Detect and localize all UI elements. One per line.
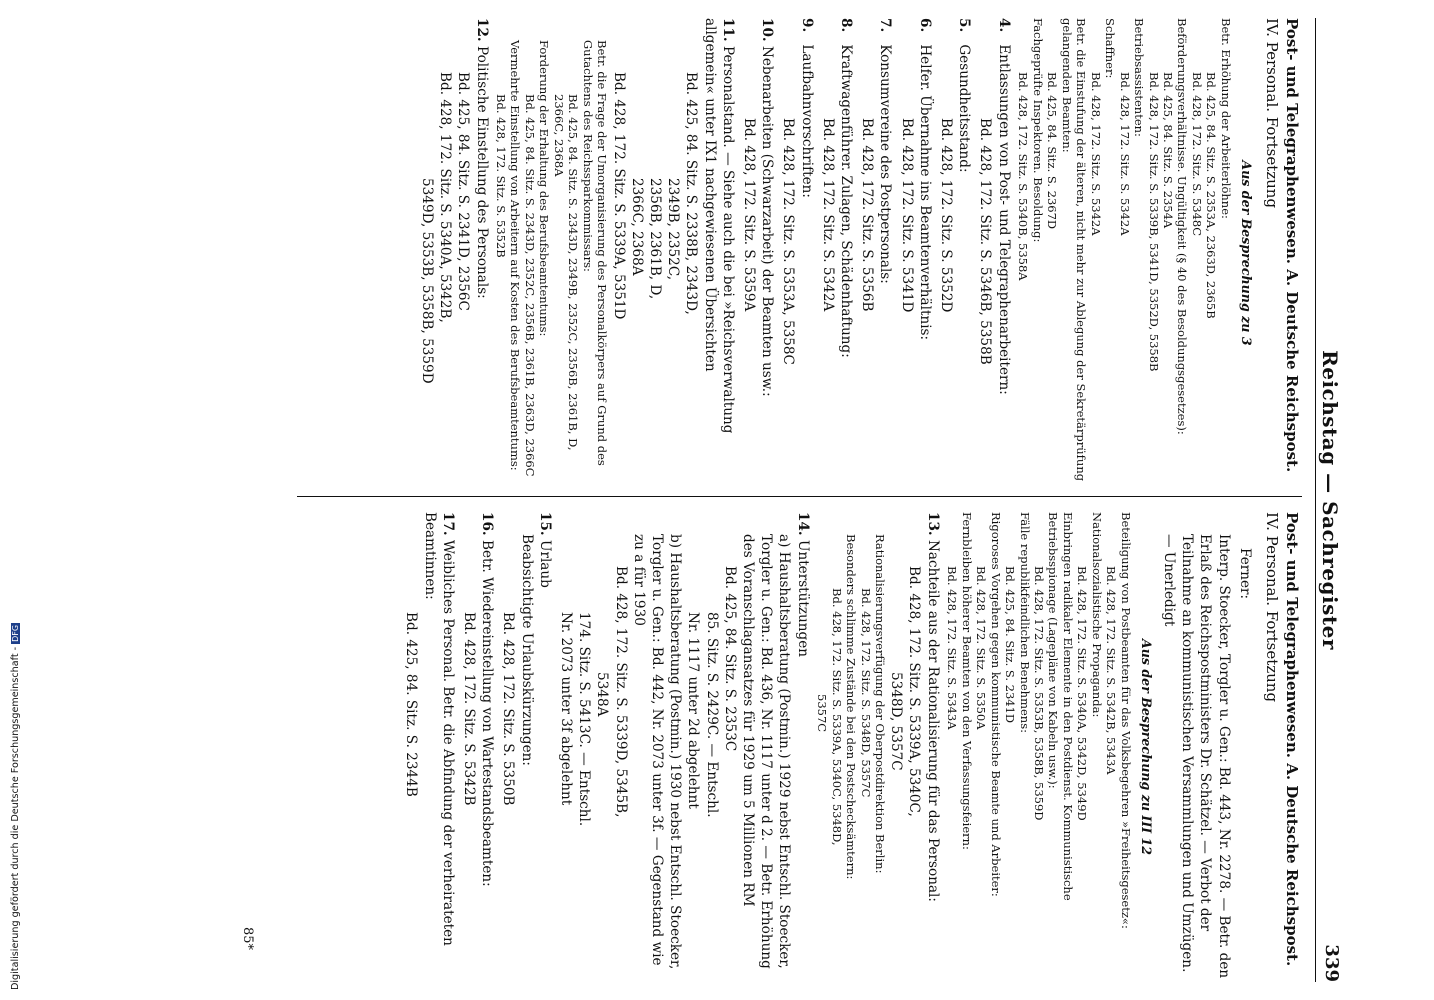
entry-number: 5. — [956, 18, 973, 33]
credit-text: Digitalisierung gefördert durch die Deutsche Forschungsgemeinschaft - — [10, 646, 21, 990]
note-line: Nationalsozialistische Propaganda: — [1089, 512, 1104, 718]
note-ref: Bd. 428, 172. Sitz. S. 5342B, 5343A — [1104, 566, 1119, 775]
entry-title: Unterstützungen — [794, 539, 811, 658]
entry-title: Gesundheitsstand: — [956, 44, 973, 173]
note-line: Schaffner: — [1103, 18, 1118, 79]
entry-number: 7. — [877, 18, 894, 33]
left-section-note: Aus der Besprechung zu 3 — [1238, 160, 1254, 346]
note-ref: Bd. 428, 172. Sitz. S. 5352B — [494, 94, 509, 258]
entry-number: 17. — [439, 512, 456, 536]
entry-12 — [418, 18, 491, 488]
entry-ref: 2356B, 2361B, D, — [647, 178, 664, 300]
note-line: Rigoroses Vorgehen gegen kommunistische Beamte und Arbeiter: — [988, 512, 1003, 897]
entry-7 — [858, 18, 894, 488]
entry-ref: Bd. 428, 172. Sitz. S. 5346B, 5358B — [977, 118, 994, 365]
interpellation: Interp. Stoecker, Torgler u. Gen.: Bd. 443, Nr. 2278. — Betr. den Erlaß des Reichspostministers Dr. Schätzel. — Verbot der Teilnahme an kommunistischen Versammlungen und Umzügen. — Unerledigt — [1161, 534, 1232, 979]
note-line: Beförderungsverhältnisse. Ungültigkeit (§ 40 des Besoldungsgesetzes): — [1175, 18, 1190, 435]
note-ref: Bd. 428, 172. Sitz. S. 5348C — [1189, 72, 1204, 237]
entry-ref: Bd. 428, 172. Sitz. S. 5342A — [819, 118, 836, 312]
entry-ref: 174. Sitz. S. 5413C. — Entschl. — [576, 612, 593, 827]
entry-ref: Bd. 428, 172. Sitz. S. 5359A — [741, 118, 758, 312]
entry-number: 9. — [798, 18, 815, 33]
note-ref: Bd. 425, 84. Sitz. S. 2343D, 2349B, 2352C, 2356B, 2361B, D, 2366C, 2368A — [551, 94, 581, 451]
entry-title: Laufbahnvorschriften: — [798, 44, 815, 198]
entry-ref: Bd. 428, 172. Sitz. S. 5352D — [938, 118, 955, 313]
note-ref: Bd. 428, 172. Sitz. S. 5340A, 5342D, 5349D — [1075, 566, 1090, 821]
entry-title: Helfer. Übernahme ins Beamtenverhältnis: — [916, 44, 933, 341]
note-ref: Bd. 428, 172. Sitz. S. 5353B, 5358B, 5359D — [1032, 566, 1047, 821]
entry-subitem-b: b) Haushaltsberatung (Postmin.) 1930 nebst Entschl. Stoecker, Torgler u. Gen.: Bd. 442, Nr. 2073 unter 3f. — Gegenstand wie zu a für 1930 — [630, 534, 684, 970]
note-ref: Bd. 425, 84. Sitz. S. 2343D, 2352C, 2356B, 2361B, 2363D, 2366C — [522, 94, 537, 477]
entry-ref: Bd. 425, 84. Sitz. S. 2338B, 2343D, — [683, 72, 700, 315]
entry-ref: Bd. 428, 172. Sitz. S. 5353A, 5358C — [780, 118, 797, 365]
entry-16 — [460, 512, 496, 982]
dfg-logo: DFG — [11, 624, 20, 642]
right-notes — [945, 512, 1133, 982]
entry-ref: Bd. 425, 84. Sitz. S. 2341D, 2356C — [455, 72, 472, 311]
note-line: Besonders schlimme Zustände bei den Postschecksämtern: — [844, 534, 859, 880]
left-column-heading: Post- und Telegraphenwesen. A. Deutsche Reichspost. — [1283, 18, 1301, 473]
note-ref: Bd. 428, 172. Sitz. S. 5340B, 5358A — [1016, 72, 1031, 281]
note-ref: Bd. 428, 172. Sitz. S. 5342A — [1088, 72, 1103, 236]
note-ref: Bd. 428, 172. Sitz. S. 5343A — [945, 566, 960, 730]
left-notes — [1016, 18, 1233, 488]
note-line: Rationalisierungsverfügung der Oberpostdirektion Berlin: — [873, 534, 888, 874]
page-number: 339 — [1321, 944, 1342, 982]
entry-ref: Bd. 428, 172. Sitz. S. 5350B — [500, 612, 517, 806]
entry-number: 6. — [916, 18, 933, 33]
entry-title: Weibliches Personal. Betr. die Abfindung der verheirateten Beamtinnen: — [421, 512, 456, 946]
entry-ref: Bd. 428, 172. Sitz. S. 5340A, 5342B, — [437, 72, 454, 323]
note-ref: Bd. 428, 172. Sitz. S. 5348D, 5357C — [858, 588, 873, 798]
entry-title: Nebenarbeiten (Schwarzarbeit) der Beamten usw.: — [759, 45, 776, 397]
note-line: Beteiligung von Postbeamten für das Volksbegehren »Freiheitsgesetz«: — [1118, 512, 1133, 929]
note-line: Betriebsassistenten: — [1132, 18, 1147, 137]
entry-8 — [819, 18, 855, 488]
entry-number: 11. — [719, 18, 736, 42]
entry-15 — [499, 512, 554, 982]
note-ref: Bd. 425, 84. Sitz. S. 2353A, 2363D, 2365B — [1204, 72, 1219, 319]
entry-ref: 2366C, 2368A — [628, 178, 645, 276]
right-column-subheading: IV. Personal. Fortsetzung — [1262, 512, 1281, 703]
note-line: Einbringen radikaler Elemente in den Postdienst. Kommunistische Betriebsspionage (Lagepläne von Kabeln usw.): — [1046, 512, 1075, 901]
document-page — [40, 0, 1360, 1000]
entry-ref: Bd. 428, 172. Sitz. S. 5342B — [460, 612, 477, 806]
right-intro: Ferner: — [1236, 548, 1253, 600]
entry-title: Politische Einstellung des Personals: — [473, 45, 490, 299]
entry-ref: Bd. 425, 84. Sitz. S. 2344B — [403, 612, 420, 797]
note-ref: Bd. 428, 172. Sitz. S. 5339B, 5341D, 5352D, 5358B — [1146, 72, 1161, 372]
entry-ref: 85. Sitz. S. 2429C. — Entschl. — [703, 612, 720, 818]
entry-9 — [779, 18, 815, 488]
entry-title: Konsumvereine des Postpersonals: — [877, 44, 894, 284]
note-line: Fachgeprüfte Inspektoren. Besoldung: — [1030, 18, 1045, 243]
entry-ref: 5348A — [594, 672, 611, 717]
entry-number: 14. — [794, 512, 811, 536]
right-column — [399, 512, 1302, 982]
note-ref: Bd. 425, 84. Sitz. S. 2354A — [1161, 72, 1175, 229]
right-section-note: Aus der Besprechung zu III 12 — [1138, 638, 1154, 856]
note-ref: Bd. 428, 172. Sitz. S. 5342A — [1117, 72, 1132, 236]
left-column — [415, 18, 1302, 488]
entry-ref: Bd. 425, 84. Sitz. S. 2353C — [721, 566, 738, 752]
entry-10 — [740, 18, 776, 488]
entry-subtitle: Beabsichtigte Urlaubskürzungen: — [518, 534, 535, 766]
entry-title: Entlassungen von Post- und Telegraphenarbeitern: — [995, 44, 1012, 395]
entry-title: Kraftwagenführer. Zulagen, Schädenhaftung: — [838, 44, 855, 358]
note-ref: Bd. 428, 172. Sitz. S. 5350A — [974, 566, 989, 730]
note-line: Vermehrte Einstellung von Arbeitern auf Kosten des Berufsbeamtentums: — [508, 40, 523, 471]
entry-title: Betr. Wiedereinstellung von Wartestandsbeamten: — [479, 539, 496, 887]
page-title: Reichstag — Sachregister — [1318, 350, 1342, 650]
entry-number: 13. — [924, 512, 941, 536]
note-ref: Bd. 425, 84. Sitz. S. 2367D — [1045, 72, 1060, 230]
entry-number: 12. — [473, 18, 490, 42]
entry-4 — [976, 18, 1012, 488]
entry-number: 10. — [759, 18, 776, 42]
entry-notes — [815, 512, 887, 982]
note-line: Fernbleiben höherer Beamten von den Verfassungsfeiern: — [959, 512, 974, 850]
note-line: Fälle republikfeindlichen Benehmens: — [1017, 512, 1032, 733]
entry-ref: Nr. 1117 unter 2d abgelehnt — [685, 612, 702, 809]
entry-ref: Nr. 2073 unter 3f abgelehnt — [557, 612, 574, 806]
entry-ref: Bd. 428, 172. Sitz. S. 5339A, 5340C, — [906, 566, 923, 817]
entry-title: Personalstand. — Siehe auch die bei »Reichsverwaltung allgemein« unter IX1 nachgewiesenen Übersichten — [701, 18, 736, 434]
entry-ref: Bd. 428, 172. Sitz. S. 5356B — [859, 118, 876, 312]
entry-number: 15. — [536, 512, 553, 536]
column-divider — [297, 496, 1302, 497]
page-signature: 85* — [240, 926, 255, 950]
left-column-subheading: IV. Personal. Fortsetzung — [1262, 18, 1281, 209]
entry-17 — [402, 512, 457, 982]
entry-ref: 5349D, 5353B, 5358B, 5359D — [418, 178, 435, 384]
right-column-heading: Post- und Telegraphenwesen. A. Deutsche Reichspost. — [1283, 512, 1301, 967]
entry-ref: Bd. 428, 172. Sitz. S. 5339A, 5351D — [610, 72, 627, 320]
entry-ref: 5348D, 5357C — [888, 672, 905, 771]
note-line: Betr. Erhöhung der Arbeiterlöhne: — [1218, 18, 1233, 219]
note-line: Forderung der Erhaltung des Berufsbeamtentums: — [537, 40, 552, 337]
entry-14 — [557, 512, 812, 982]
entry-5 — [937, 18, 973, 488]
entry-13 — [815, 512, 942, 982]
entry-ref: Bd. 428, 172. Sitz. S. 5341D — [898, 118, 915, 313]
entry-title: Urlaub — [536, 539, 553, 588]
note-line: Betr. die Frage der Umorganisierung des Personalkörpers auf Grund des Gutachtens des Reichssparkommissars: — [580, 40, 610, 466]
digitization-credit — [10, 623, 21, 990]
entry-notes — [494, 18, 610, 488]
entry-number: 8. — [838, 18, 855, 33]
page-header — [1315, 18, 1342, 982]
note-ref: Bd. 425, 84. Sitz. S. 2341D — [1003, 566, 1018, 724]
entry-6 — [897, 18, 933, 488]
entry-number: 4. — [995, 18, 1012, 33]
entry-11 — [494, 18, 737, 488]
entry-subitem-a: a) Haushaltsberatung (Postmin.) 1929 nebst Entschl. Stoecker, Torgler u. Gen.: Bd. 436, Nr. 1117 unter d 2. — Betr. Erhöhung des Voranschlagansatzes für 1929 um 5 Millionen RM — [739, 534, 793, 969]
entry-number: 16. — [479, 512, 496, 536]
note-ref: Bd. 428, 172. Sitz. S. 5339A, 5340C, 5348D, — [829, 588, 844, 846]
entry-title: Nachteile aus der Rationalisierung für das Personal: — [924, 539, 941, 902]
note-line: Betr. die Einstufung der älteren, nicht mehr zur Ablegung der Sekretärprüfung gelangenden Beamten: — [1059, 18, 1089, 482]
entry-ref: 2349B, 2352C, — [665, 178, 682, 281]
entry-ref: Bd. 428, 172. Sitz. S. 5339D, 5345B, — [612, 566, 629, 818]
note-ref: 5357C — [815, 694, 830, 733]
